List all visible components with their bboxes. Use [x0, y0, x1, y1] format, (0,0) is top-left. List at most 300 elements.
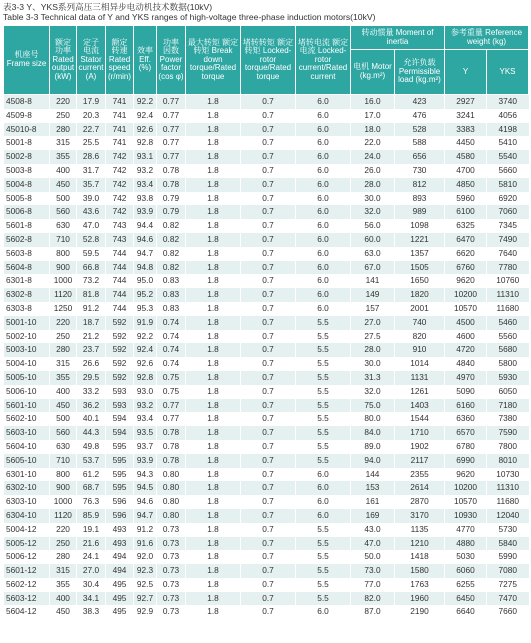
- cell-frame-size: 5006-12: [4, 550, 50, 564]
- cell-frame-size: 45010-8: [4, 123, 50, 137]
- cell-power-factor: 0.77: [157, 412, 186, 426]
- cell-weight-y: 2927: [445, 95, 487, 109]
- cell-breakdown-torque: 1.8: [186, 509, 241, 523]
- cell-stator-current: 61.2: [77, 468, 106, 482]
- cell-rated-output: 280: [50, 343, 77, 357]
- cell-weight-y: 6780: [445, 440, 487, 454]
- cell-weight-y: 6570: [445, 426, 487, 440]
- cell-locked-rotor-current: 5.5: [296, 371, 351, 385]
- cell-weight-y: 6360: [445, 412, 487, 426]
- cell-locked-rotor-current: 5.5: [296, 357, 351, 371]
- cell-locked-rotor-current: 6.0: [296, 150, 351, 164]
- cell-motor-inertia: 84.0: [351, 426, 395, 440]
- cell-weight-yks: 7080: [487, 564, 529, 578]
- cell-locked-rotor-torque: 0.7: [241, 481, 296, 495]
- cell-power-factor: 0.77: [157, 150, 186, 164]
- cell-motor-inertia: 75.0: [351, 399, 395, 413]
- cell-locked-rotor-torque: 0.7: [241, 150, 296, 164]
- cell-frame-size: 5005-10: [4, 371, 50, 385]
- cell-weight-y: 4850: [445, 178, 487, 192]
- cell-locked-rotor-current: 5.5: [296, 537, 351, 551]
- cell-permissible-load: 740: [395, 316, 445, 330]
- cell-weight-yks: 5990: [487, 550, 529, 564]
- cell-breakdown-torque: 1.8: [186, 357, 241, 371]
- cell-breakdown-torque: 1.8: [186, 150, 241, 164]
- cell-efficiency: 92.8: [134, 136, 157, 150]
- cell-permissible-load: 588: [395, 136, 445, 150]
- cell-rated-output: 710: [50, 454, 77, 468]
- cell-weight-yks: 5410: [487, 136, 529, 150]
- cell-stator-current: 20.3: [77, 109, 106, 123]
- cell-power-factor: 0.83: [157, 302, 186, 316]
- header-locked-rotor-current: 堵转电流 额定电流 Locked-rotor current/Rated current: [296, 26, 351, 95]
- cell-locked-rotor-torque: 0.7: [241, 178, 296, 192]
- cell-breakdown-torque: 1.8: [186, 550, 241, 564]
- cell-motor-inertia: 17.0: [351, 109, 395, 123]
- cell-motor-inertia: 30.0: [351, 192, 395, 206]
- table-row: [4, 357, 529, 371]
- cell-permissible-load: 528: [395, 123, 445, 137]
- cell-rated-speed: 495: [106, 578, 134, 592]
- cell-rated-speed: 742: [106, 205, 134, 219]
- cell-efficiency: 93.7: [134, 440, 157, 454]
- cell-stator-current: 52.8: [77, 233, 106, 247]
- cell-efficiency: 92.4: [134, 109, 157, 123]
- cell-permissible-load: 893: [395, 192, 445, 206]
- table-row: [4, 371, 529, 385]
- cell-stator-current: 68.7: [77, 481, 106, 495]
- cell-weight-y: 5030: [445, 550, 487, 564]
- cell-locked-rotor-torque: 0.7: [241, 247, 296, 261]
- cell-locked-rotor-torque: 0.7: [241, 592, 296, 606]
- cell-efficiency: 92.8: [134, 371, 157, 385]
- cell-weight-y: 4500: [445, 316, 487, 330]
- cell-stator-current: 29.5: [77, 371, 106, 385]
- cell-locked-rotor-torque: 0.7: [241, 288, 296, 302]
- cell-motor-inertia: 153: [351, 481, 395, 495]
- cell-locked-rotor-current: 5.5: [296, 578, 351, 592]
- cell-efficiency: 93.5: [134, 426, 157, 440]
- cell-weight-yks: 5560: [487, 330, 529, 344]
- cell-stator-current: 36.2: [77, 399, 106, 413]
- table-row: [4, 523, 529, 537]
- cell-frame-size: 4508-8: [4, 95, 50, 109]
- cell-stator-current: 76.3: [77, 495, 106, 509]
- cell-power-factor: 0.80: [157, 468, 186, 482]
- cell-locked-rotor-torque: 0.7: [241, 495, 296, 509]
- cell-breakdown-torque: 1.8: [186, 178, 241, 192]
- cell-efficiency: 93.1: [134, 150, 157, 164]
- cell-stator-current: 33.2: [77, 385, 106, 399]
- cell-rated-speed: 742: [106, 178, 134, 192]
- cell-rated-output: 250: [50, 537, 77, 551]
- cell-stator-current: 73.2: [77, 274, 106, 288]
- cell-power-factor: 0.73: [157, 550, 186, 564]
- cell-breakdown-torque: 1.8: [186, 274, 241, 288]
- cell-stator-current: 66.8: [77, 261, 106, 275]
- cell-rated-speed: 592: [106, 371, 134, 385]
- cell-frame-size: 5603-12: [4, 592, 50, 606]
- cell-breakdown-torque: 1.8: [186, 302, 241, 316]
- cell-stator-current: 39.0: [77, 192, 106, 206]
- cell-locked-rotor-current: 6.0: [296, 247, 351, 261]
- cell-locked-rotor-torque: 0.7: [241, 537, 296, 551]
- table-row: [4, 550, 529, 564]
- cell-weight-y: 6640: [445, 605, 487, 619]
- cell-rated-output: 250: [50, 109, 77, 123]
- cell-permissible-load: 1820: [395, 288, 445, 302]
- cell-locked-rotor-torque: 0.7: [241, 274, 296, 288]
- cell-weight-y: 10570: [445, 302, 487, 316]
- cell-rated-speed: 595: [106, 468, 134, 482]
- cell-locked-rotor-current: 6.0: [296, 219, 351, 233]
- table-row: [4, 192, 529, 206]
- cell-weight-y: 3241: [445, 109, 487, 123]
- cell-rated-output: 400: [50, 385, 77, 399]
- table-caption-cn: 表3-3 Y、YKS系列高压三相异步电动机技术数据(10kV): [3, 2, 213, 12]
- cell-permissible-load: 730: [395, 164, 445, 178]
- cell-permissible-load: 1210: [395, 537, 445, 551]
- cell-power-factor: 0.77: [157, 95, 186, 109]
- cell-rated-output: 900: [50, 261, 77, 275]
- cell-permissible-load: 1014: [395, 357, 445, 371]
- cell-frame-size: 5003-8: [4, 164, 50, 178]
- cell-locked-rotor-current: 6.0: [296, 481, 351, 495]
- cell-weight-yks: 7275: [487, 578, 529, 592]
- cell-weight-y: 6100: [445, 205, 487, 219]
- cell-efficiency: 92.7: [134, 592, 157, 606]
- cell-power-factor: 0.75: [157, 385, 186, 399]
- cell-weight-yks: 7780: [487, 261, 529, 275]
- cell-power-factor: 0.74: [157, 330, 186, 344]
- cell-weight-yks: 7060: [487, 205, 529, 219]
- cell-rated-speed: 596: [106, 509, 134, 523]
- cell-frame-size: 5602-12: [4, 578, 50, 592]
- cell-rated-speed: 741: [106, 123, 134, 137]
- cell-weight-y: 10200: [445, 481, 487, 495]
- cell-power-factor: 0.77: [157, 123, 186, 137]
- cell-rated-speed: 592: [106, 316, 134, 330]
- cell-locked-rotor-torque: 0.7: [241, 454, 296, 468]
- cell-efficiency: 92.6: [134, 357, 157, 371]
- cell-frame-size: 5603-8: [4, 247, 50, 261]
- cell-stator-current: 21.2: [77, 330, 106, 344]
- cell-frame-size: 6304-10: [4, 509, 50, 523]
- cell-locked-rotor-current: 6.0: [296, 495, 351, 509]
- cell-permissible-load: 1261: [395, 385, 445, 399]
- cell-power-factor: 0.73: [157, 578, 186, 592]
- cell-locked-rotor-current: 5.5: [296, 316, 351, 330]
- cell-motor-inertia: 144: [351, 468, 395, 482]
- cell-rated-output: 500: [50, 412, 77, 426]
- cell-locked-rotor-current: 5.5: [296, 564, 351, 578]
- cell-locked-rotor-current: 5.5: [296, 412, 351, 426]
- cell-permissible-load: 989: [395, 205, 445, 219]
- cell-rated-speed: 743: [106, 233, 134, 247]
- cell-power-factor: 0.83: [157, 288, 186, 302]
- cell-locked-rotor-torque: 0.7: [241, 316, 296, 330]
- cell-locked-rotor-current: 5.5: [296, 454, 351, 468]
- cell-frame-size: 6301-10: [4, 468, 50, 482]
- cell-weight-yks: 6050: [487, 385, 529, 399]
- cell-permissible-load: 1650: [395, 274, 445, 288]
- cell-weight-yks: 4056: [487, 109, 529, 123]
- cell-locked-rotor-current: 6.0: [296, 261, 351, 275]
- cell-breakdown-torque: 1.8: [186, 385, 241, 399]
- cell-weight-y: 6760: [445, 261, 487, 275]
- header-stator-current: 定子 电流 Stator current (A): [77, 26, 106, 95]
- cell-weight-y: 10570: [445, 495, 487, 509]
- cell-rated-speed: 592: [106, 330, 134, 344]
- cell-weight-y: 9620: [445, 274, 487, 288]
- cell-power-factor: 0.73: [157, 537, 186, 551]
- cell-breakdown-torque: 1.8: [186, 233, 241, 247]
- cell-locked-rotor-torque: 0.7: [241, 343, 296, 357]
- cell-motor-inertia: 82.0: [351, 592, 395, 606]
- table-row: [4, 440, 529, 454]
- cell-locked-rotor-torque: 0.7: [241, 330, 296, 344]
- cell-permissible-load: 1544: [395, 412, 445, 426]
- cell-locked-rotor-current: 5.5: [296, 399, 351, 413]
- cell-efficiency: 92.2: [134, 330, 157, 344]
- table-row: [4, 233, 529, 247]
- cell-weight-yks: 7380: [487, 412, 529, 426]
- cell-rated-speed: 595: [106, 440, 134, 454]
- cell-stator-current: 30.4: [77, 578, 106, 592]
- cell-permissible-load: 2355: [395, 468, 445, 482]
- cell-locked-rotor-current: 6.0: [296, 109, 351, 123]
- cell-weight-y: 5960: [445, 192, 487, 206]
- cell-frame-size: 5604-8: [4, 261, 50, 275]
- header-weight-yks: YKS: [487, 50, 529, 95]
- cell-permissible-load: 1418: [395, 550, 445, 564]
- cell-frame-size: 5602-10: [4, 412, 50, 426]
- cell-rated-output: 355: [50, 578, 77, 592]
- table-row: [4, 564, 529, 578]
- cell-motor-inertia: 89.0: [351, 440, 395, 454]
- cell-power-factor: 0.74: [157, 316, 186, 330]
- cell-frame-size: 5004-8: [4, 178, 50, 192]
- cell-weight-y: 4580: [445, 150, 487, 164]
- cell-frame-size: 5603-10: [4, 426, 50, 440]
- table-row: [4, 468, 529, 482]
- table-row: [4, 412, 529, 426]
- cell-motor-inertia: 32.0: [351, 385, 395, 399]
- cell-stator-current: 31.7: [77, 164, 106, 178]
- cell-locked-rotor-torque: 0.7: [241, 412, 296, 426]
- cell-motor-inertia: 22.0: [351, 136, 395, 150]
- cell-efficiency: 92.5: [134, 578, 157, 592]
- cell-efficiency: 93.4: [134, 178, 157, 192]
- cell-stator-current: 47.0: [77, 219, 106, 233]
- header-power-factor: 功率 因数 Power factor (cos φ): [157, 26, 186, 95]
- cell-motor-inertia: 32.0: [351, 205, 395, 219]
- cell-permissible-load: 1505: [395, 261, 445, 275]
- cell-motor-inertia: 28.0: [351, 178, 395, 192]
- table-row: [4, 150, 529, 164]
- cell-motor-inertia: 77.0: [351, 578, 395, 592]
- cell-weight-yks: 11680: [487, 495, 529, 509]
- cell-breakdown-torque: 1.8: [186, 247, 241, 261]
- cell-rated-output: 800: [50, 247, 77, 261]
- cell-motor-inertia: 73.0: [351, 564, 395, 578]
- cell-efficiency: 93.0: [134, 385, 157, 399]
- cell-stator-current: 49.8: [77, 440, 106, 454]
- cell-rated-speed: 744: [106, 247, 134, 261]
- cell-rated-speed: 495: [106, 592, 134, 606]
- cell-permissible-load: 1902: [395, 440, 445, 454]
- cell-efficiency: 93.9: [134, 205, 157, 219]
- cell-efficiency: 94.8: [134, 261, 157, 275]
- table-row: [4, 605, 529, 619]
- table-row: [4, 136, 529, 150]
- cell-locked-rotor-current: 6.0: [296, 274, 351, 288]
- cell-weight-y: 6450: [445, 592, 487, 606]
- cell-weight-y: 4880: [445, 537, 487, 551]
- cell-frame-size: 5002-10: [4, 330, 50, 344]
- cell-motor-inertia: 60.0: [351, 233, 395, 247]
- cell-rated-output: 250: [50, 330, 77, 344]
- cell-efficiency: 95.2: [134, 288, 157, 302]
- cell-weight-yks: 7180: [487, 399, 529, 413]
- cell-permissible-load: 812: [395, 178, 445, 192]
- cell-power-factor: 0.82: [157, 219, 186, 233]
- cell-efficiency: 92.9: [134, 605, 157, 619]
- cell-stator-current: 43.6: [77, 205, 106, 219]
- cell-motor-inertia: 18.0: [351, 123, 395, 137]
- cell-permissible-load: 2001: [395, 302, 445, 316]
- cell-locked-rotor-current: 6.0: [296, 164, 351, 178]
- cell-locked-rotor-current: 5.5: [296, 385, 351, 399]
- cell-power-factor: 0.78: [157, 164, 186, 178]
- cell-rated-speed: 744: [106, 302, 134, 316]
- cell-rated-speed: 595: [106, 481, 134, 495]
- cell-locked-rotor-torque: 0.7: [241, 385, 296, 399]
- cell-rated-speed: 592: [106, 357, 134, 371]
- cell-motor-inertia: 149: [351, 288, 395, 302]
- header-efficiency: 效率 Eff. (%): [134, 26, 157, 95]
- cell-rated-output: 220: [50, 95, 77, 109]
- cell-locked-rotor-torque: 0.7: [241, 205, 296, 219]
- table-row: [4, 316, 529, 330]
- cell-locked-rotor-current: 6.0: [296, 288, 351, 302]
- cell-power-factor: 0.73: [157, 592, 186, 606]
- cell-permissible-load: 1221: [395, 233, 445, 247]
- cell-stator-current: 25.5: [77, 136, 106, 150]
- cell-efficiency: 93.4: [134, 412, 157, 426]
- cell-power-factor: 0.75: [157, 371, 186, 385]
- cell-power-factor: 0.82: [157, 247, 186, 261]
- cell-rated-speed: 494: [106, 564, 134, 578]
- table-row: [4, 219, 529, 233]
- cell-efficiency: 91.6: [134, 537, 157, 551]
- cell-permissible-load: 1098: [395, 219, 445, 233]
- table-body: [4, 95, 529, 620]
- cell-rated-output: 220: [50, 316, 77, 330]
- cell-motor-inertia: 63.0: [351, 247, 395, 261]
- cell-locked-rotor-current: 6.0: [296, 205, 351, 219]
- cell-breakdown-torque: 1.8: [186, 219, 241, 233]
- cell-weight-yks: 7345: [487, 219, 529, 233]
- cell-breakdown-torque: 1.8: [186, 316, 241, 330]
- cell-frame-size: 5006-10: [4, 385, 50, 399]
- header-weight-y: Y: [445, 50, 487, 95]
- cell-stator-current: 17.9: [77, 95, 106, 109]
- cell-frame-size: 5601-8: [4, 219, 50, 233]
- cell-frame-size: 5005-8: [4, 192, 50, 206]
- cell-rated-output: 1120: [50, 509, 77, 523]
- cell-weight-yks: 5660: [487, 164, 529, 178]
- cell-locked-rotor-torque: 0.7: [241, 550, 296, 564]
- cell-frame-size: 5005-12: [4, 537, 50, 551]
- cell-locked-rotor-torque: 0.7: [241, 123, 296, 137]
- cell-weight-yks: 5540: [487, 150, 529, 164]
- cell-power-factor: 0.73: [157, 564, 186, 578]
- table-row: [4, 592, 529, 606]
- header-frame-size: 机座号 Frame size: [4, 26, 50, 95]
- cell-motor-inertia: 27.5: [351, 330, 395, 344]
- cell-efficiency: 94.7: [134, 509, 157, 523]
- cell-weight-yks: 5810: [487, 178, 529, 192]
- cell-locked-rotor-torque: 0.7: [241, 468, 296, 482]
- cell-efficiency: 94.5: [134, 481, 157, 495]
- cell-efficiency: 92.6: [134, 123, 157, 137]
- cell-motor-inertia: 26.0: [351, 164, 395, 178]
- cell-efficiency: 95.3: [134, 302, 157, 316]
- table-row: [4, 274, 529, 288]
- cell-breakdown-torque: 1.8: [186, 261, 241, 275]
- cell-permissible-load: 1357: [395, 247, 445, 261]
- cell-power-factor: 0.79: [157, 192, 186, 206]
- cell-weight-y: 4600: [445, 330, 487, 344]
- cell-locked-rotor-current: 5.5: [296, 550, 351, 564]
- cell-stator-current: 19.1: [77, 523, 106, 537]
- header-breakdown-torque: 最大转矩 额定转矩 Break down torque/Rated torque: [186, 26, 241, 95]
- cell-rated-output: 560: [50, 205, 77, 219]
- cell-power-factor: 0.77: [157, 136, 186, 150]
- table-row: [4, 578, 529, 592]
- cell-rated-output: 315: [50, 564, 77, 578]
- cell-locked-rotor-torque: 0.7: [241, 302, 296, 316]
- cell-stator-current: 18.7: [77, 316, 106, 330]
- cell-breakdown-torque: 1.8: [186, 371, 241, 385]
- cell-motor-inertia: 94.0: [351, 454, 395, 468]
- cell-rated-output: 800: [50, 468, 77, 482]
- cell-rated-speed: 596: [106, 495, 134, 509]
- cell-frame-size: 5002-8: [4, 150, 50, 164]
- cell-weight-y: 6255: [445, 578, 487, 592]
- table-row: [4, 509, 529, 523]
- cell-locked-rotor-current: 6.0: [296, 136, 351, 150]
- cell-motor-inertia: 169: [351, 509, 395, 523]
- cell-rated-output: 1000: [50, 495, 77, 509]
- cell-permissible-load: 820: [395, 330, 445, 344]
- cell-power-factor: 0.79: [157, 205, 186, 219]
- cell-permissible-load: 476: [395, 109, 445, 123]
- cell-permissible-load: 1135: [395, 523, 445, 537]
- cell-power-factor: 0.73: [157, 523, 186, 537]
- table-row: [4, 109, 529, 123]
- cell-locked-rotor-current: 5.5: [296, 343, 351, 357]
- cell-breakdown-torque: 1.8: [186, 454, 241, 468]
- cell-rated-output: 710: [50, 233, 77, 247]
- header-moment-of-inertia: 转动惯量 Moment of inertia: [351, 26, 445, 50]
- cell-stator-current: 21.6: [77, 537, 106, 551]
- table-row: [4, 123, 529, 137]
- cell-permissible-load: 1710: [395, 426, 445, 440]
- cell-stator-current: 24.1: [77, 550, 106, 564]
- cell-power-factor: 0.77: [157, 399, 186, 413]
